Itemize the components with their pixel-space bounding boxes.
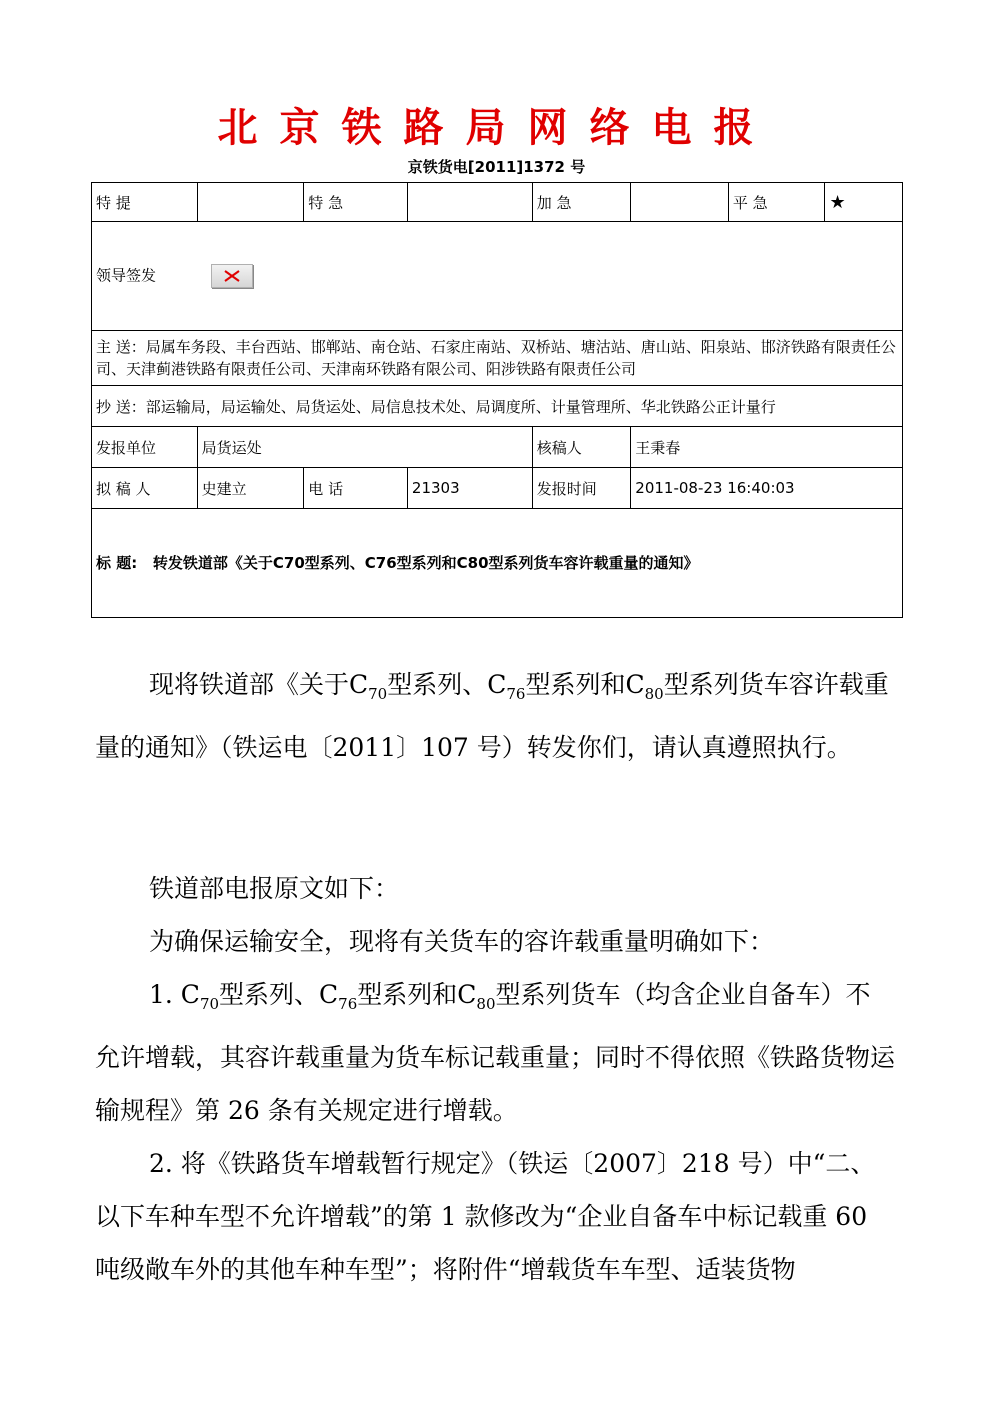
phone-value: 21303: [407, 468, 532, 509]
p1-sub-80: 80: [644, 685, 664, 703]
telegram-header-table: [91, 182, 903, 618]
leader-sign-cell: [92, 222, 903, 331]
p4-sub-70: 70: [199, 995, 220, 1013]
subject-row: [92, 509, 903, 618]
body-paragraph-5: 2. 将《铁路货车增载暂行规定》（铁运〔2007〕218 号）中“二、以下车种车型不允许增载”的第 1 款修改为“企业自备车中标记载重 60 吨级敞车外的其他车种车型”；将附件“增载货车车型、适装货物: [95, 1149, 876, 1284]
p4-text-b: 型系列、C: [219, 980, 339, 1009]
priority-label-urgent-special: 特 提: [92, 183, 198, 222]
main-recipients: 主 送：局属车务段、丰台西站、邯郸站、南仓站、石家庄南站、双桥站、塘沽站、唐山站、阳泉站、邯济铁路有限责任公司、天津蓟港铁路有限责任公司、天津南环铁路有限公司、阳涉铁路有限责任公司: [92, 331, 903, 386]
p4-text-d: 型系列货车（均含企业自备车）不允许增载，其容许载重量为货车标记载重量；同时不得依照《铁路货物运输规程》第 26 条有关规定进行增载。: [95, 980, 896, 1125]
checker-value: 王秉春: [631, 427, 903, 468]
drafter-value: 史建立: [197, 468, 304, 509]
p1-text-a: 现将铁道部《关于C: [149, 670, 369, 699]
p1-text-d: 型系列货车容许载重量的通知》（铁运电〔2011〕107 号）转发你们，请认真遵照执行。: [95, 670, 889, 762]
issuer-unit-value: 局货运处: [197, 427, 532, 468]
send-time-label: 发报时间: [532, 468, 631, 509]
broken-image-icon: [211, 264, 253, 288]
phone-label: 电 话: [304, 468, 408, 509]
p1-text-b: 型系列、C: [387, 670, 507, 699]
p1-text-c: 型系列和C: [525, 670, 645, 699]
checker-label: 核稿人: [532, 427, 631, 468]
p4-sub-80: 80: [476, 995, 496, 1013]
drafter-label: 拟 稿 人: [92, 468, 198, 509]
p4-text-a: 1. C: [149, 980, 200, 1009]
body-paragraphs: [95, 862, 895, 1296]
document-number: 京铁货电[2011]1372 号: [407, 158, 586, 176]
issuer-unit-label: 发报单位: [92, 427, 198, 468]
p1-sub-70: 70: [368, 685, 388, 703]
body-paragraph-4: [95, 968, 895, 1137]
priority-value-urgent: [407, 183, 532, 222]
leader-sign-label: 领导签发: [96, 266, 157, 285]
priority-value-urgent-special: [197, 183, 304, 222]
main-recipients-row: [92, 331, 903, 386]
cc-recipients: 抄 送：部运输局，局运输处、局货运处、局信息技术处、局调度所、计量管理所、华北铁路公正计量行: [92, 386, 903, 427]
send-time-value: 2011-08-23 16:40:03: [631, 468, 903, 509]
p4-text-c: 型系列和C: [357, 980, 477, 1009]
star-icon: ★: [829, 191, 846, 213]
p4-sub-76: 76: [338, 995, 358, 1013]
cc-recipients-row: [92, 386, 903, 427]
body-paragraph-2: 铁道部电报原文如下：: [149, 874, 400, 903]
drafter-row: [92, 468, 903, 509]
body-paragraph-3: 为确保运输安全，现将有关货车的容许载重量明确如下：: [149, 927, 775, 956]
priority-row: [92, 183, 903, 222]
page-title: 北京铁路局网络电报: [217, 105, 776, 151]
priority-label-urgent: 特 急: [304, 183, 408, 222]
priority-label-normal: 平 急: [728, 183, 825, 222]
priority-label-expedited: 加 急: [532, 183, 631, 222]
issuer-row: [92, 427, 903, 468]
priority-value-expedited: [631, 183, 729, 222]
subject-label: 标 题:: [96, 554, 138, 572]
subject-text: 转发铁道部《关于C70型系列、C76型系列和C80型系列货车容许载重量的通知》: [152, 554, 699, 572]
p1-sub-76: 76: [506, 685, 526, 703]
body-paragraph-1: [95, 658, 895, 774]
priority-value-normal: [825, 183, 903, 222]
subject-cell: [92, 509, 903, 618]
leader-sign-row: [92, 222, 903, 331]
